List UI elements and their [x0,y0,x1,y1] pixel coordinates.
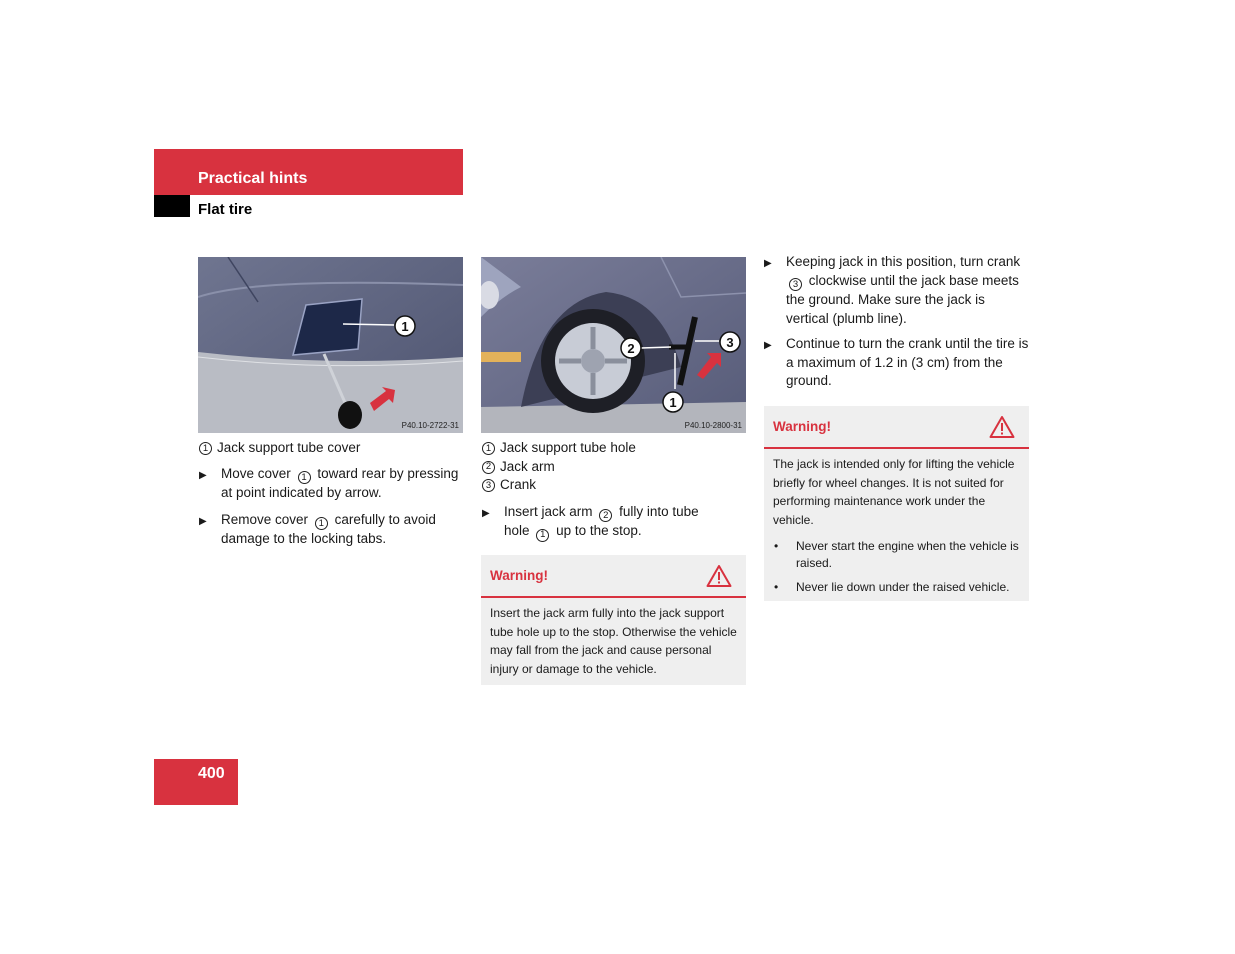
page-number-box [154,759,238,805]
warning-bullet: • Never lie down under the raised vehicle. [774,579,1010,594]
section-title: Practical hints [198,170,308,187]
subsection-marker [154,195,190,217]
warning-header [481,555,746,598]
instruction-step: ▶ Keeping jack in this position, turn crank 3 clockwise until the jack base meets the ground. Make sure the jack is vertical (plumb line). [764,253,1029,328]
callout-1: 1 [669,395,677,410]
number-icon: 1 [536,529,549,542]
legend-text: Jack support tube cover [217,440,361,455]
legend-text: Jack support tube hole [500,440,636,455]
legend-item [482,439,636,458]
warning-triangle-icon [989,415,1015,439]
warning-text: The jack is intended only for lifting the vehicle briefly for wheel changes. It is not suited for performing maintenance work under the vehicle. [773,457,1015,528]
callout-3: 3 [726,335,734,350]
legend-text: Jack arm [500,458,555,474]
bullet-arrow-icon: ▶ [199,516,207,527]
warning-header [764,406,1029,449]
callout-2: 2 [627,341,635,356]
warning-label: Warning! [773,419,831,434]
number-icon: 3 [789,278,802,291]
subsection-title: Flat tire [198,201,253,218]
callout-1: 1 [401,319,409,334]
bullet-arrow-icon: ▶ [764,258,772,269]
number-icon: 1 [482,442,495,455]
instruction-step: ▶ Remove cover 1 carefully to avoid damage to the locking tabs. [199,511,464,549]
jack-cover-photo [198,257,463,433]
legend-item [482,458,636,477]
warning-box [481,555,746,685]
number-icon: 3 [482,479,495,492]
bullet-arrow-icon: ▶ [199,470,207,481]
warning-box [764,406,1029,601]
bullet-dot-icon: • [774,579,779,594]
instruction-step: ▶ Move cover 1 toward rear by pressing at point indicated by arrow. [199,465,464,503]
bullet-arrow-icon: ▶ [764,340,772,351]
bullet-arrow-icon: ▶ [482,508,490,519]
number-icon: 1 [199,442,212,455]
warning-label: Warning! [490,568,548,583]
number-icon: 1 [298,471,311,484]
jack-arm-photo [481,257,746,433]
number-icon: 2 [482,461,495,474]
figure1-legend [199,439,360,458]
number-icon: 1 [315,517,328,530]
figure-code: P40.10-2800-31 [684,421,742,430]
figure-code: P40.10-2722-31 [401,421,459,430]
figure2-legend [482,439,636,495]
page-number: 400 [198,765,225,782]
legend-text: Crank [500,477,537,493]
number-icon: 2 [599,509,612,522]
instruction-step: ▶ Insert jack arm 2 fully into tube hole 1 up to the stop. [482,504,699,541]
warning-text: Insert the jack arm fully into the jack support tube hole up to the stop. Otherwise the vehicle may fall from the jack and cause personal injury or damage to the vehicle. [490,606,737,677]
legend-item [199,439,360,458]
instruction-step: ▶ Continue to turn the crank until the tire is a maximum of 1.2 in (3 cm) from the ground. [764,335,1029,391]
warning-bullet: • Never start the engine when the vehicle is raised. [774,538,1019,570]
bullet-dot-icon: • [774,538,779,553]
legend-item [482,476,636,495]
warning-triangle-icon [706,564,732,588]
